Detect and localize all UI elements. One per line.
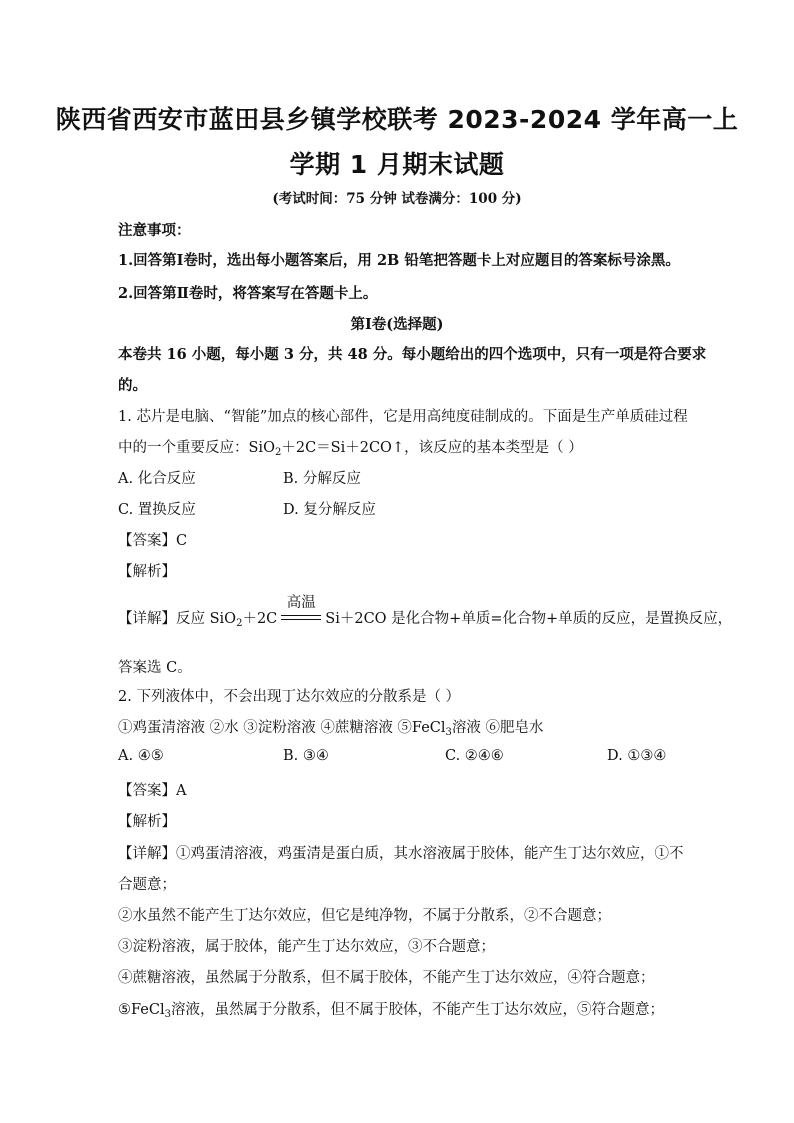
q1-detail-line-1: 【详解】反应 SiO$_2$＋2C 高温 Si＋2CO 是化合物+单质=化合物+单质的反应，是置换反应， <box>118 607 732 629</box>
q2-detail-1: 【详解】①鸡蛋清溶液，鸡蛋清是蛋白质，其水溶液属于胶体，能产生丁达尔效应，①不 <box>118 846 684 862</box>
q2-option-a: A. ④⑤ <box>118 748 164 764</box>
q2-detail-2: ②水虽然不能产生丁达尔效应，但它是纯净物，不属于分散系，②不合题意； <box>118 908 611 924</box>
q2-option-b: B. ③④ <box>283 748 329 764</box>
reaction-condition: 高温 <box>286 595 316 611</box>
q1-option-d: D. 复分解反应 <box>283 502 376 518</box>
notice-item-2: 2.回答第Ⅱ卷时，将答案写在答题卡上。 <box>118 285 378 302</box>
exam-info: (考试时间：75 分钟 试卷满分：100 分) <box>272 191 522 207</box>
q1-stem-line-1: 1. 芯片是电脑、“智能”加点的核心部件，它是用高纯度硅制成的。下面是生产单质硅过程 <box>118 409 688 425</box>
q1-option-a: A. 化合反应 <box>118 471 196 487</box>
q1-detail-line-2: 答案选 C。 <box>118 660 192 676</box>
document-title-line-2: 学期 1 月期末试题 <box>289 150 505 179</box>
q2-analysis-label: 【解析】 <box>118 814 176 830</box>
q1-answer: 【答案】C <box>118 533 188 549</box>
q1-stem-line-2: 中的一个重要反应：SiO$_2$＋2C＝Si＋2CO↑，该反应的基本类型是（ ） <box>118 440 583 458</box>
notice-heading: 注意事项： <box>118 222 191 239</box>
q2-items: ①鸡蛋清溶液 ②水 ③淀粉溶液 ④蔗糖溶液 ⑤FeCl$_3$溶液 ⑥肥皂水 <box>118 720 544 738</box>
q2-answer: 【答案】A <box>118 783 187 799</box>
notice-item-1: 1.回答第Ⅰ卷时，选出每小题答案后，用 2B 铅笔把答题卡上对应题目的答案标号涂黑。 <box>118 252 680 269</box>
q1-option-b: B. 分解反应 <box>283 471 361 487</box>
section-intro-line-1: 本卷共 16 小题，每小题 3 分，共 48 分。每小题给出的四个选项中，只有一项是符合要求 <box>118 346 707 363</box>
section-intro-line-2: 的。 <box>118 377 147 394</box>
q1-option-c: C. 置换反应 <box>118 502 196 518</box>
section-title: 第Ⅰ卷(选择题) <box>350 316 444 333</box>
q2-detail-1-cont: 合题意； <box>118 877 176 893</box>
q2-option-d: D. ①③④ <box>607 748 667 764</box>
q2-detail-3: ③淀粉溶液，属于胶体，能产生丁达尔效应，③不合题意； <box>118 939 495 955</box>
q1-analysis-label: 【解析】 <box>118 564 176 580</box>
q2-stem: 2. 下列液体中，不会出现丁达尔效应的分散系是（ ） <box>118 689 461 705</box>
reaction-condition-equals <box>279 595 323 625</box>
document-title-line-1: 陕西省西安市蓝田县乡镇学校联考 2023-2024 学年高一上 <box>55 105 739 134</box>
q2-option-c: C. ②④⑥ <box>445 748 504 764</box>
q2-detail-5: ⑤FeCl$_3$溶液，虽然属于分散系，但不属于胶体，不能产生丁达尔效应，⑤符合题意； <box>118 1002 664 1020</box>
q2-detail-4: ④蔗糖溶液，虽然属于分散系，但不属于胶体，不能产生丁达尔效应，④符合题意； <box>118 970 655 986</box>
